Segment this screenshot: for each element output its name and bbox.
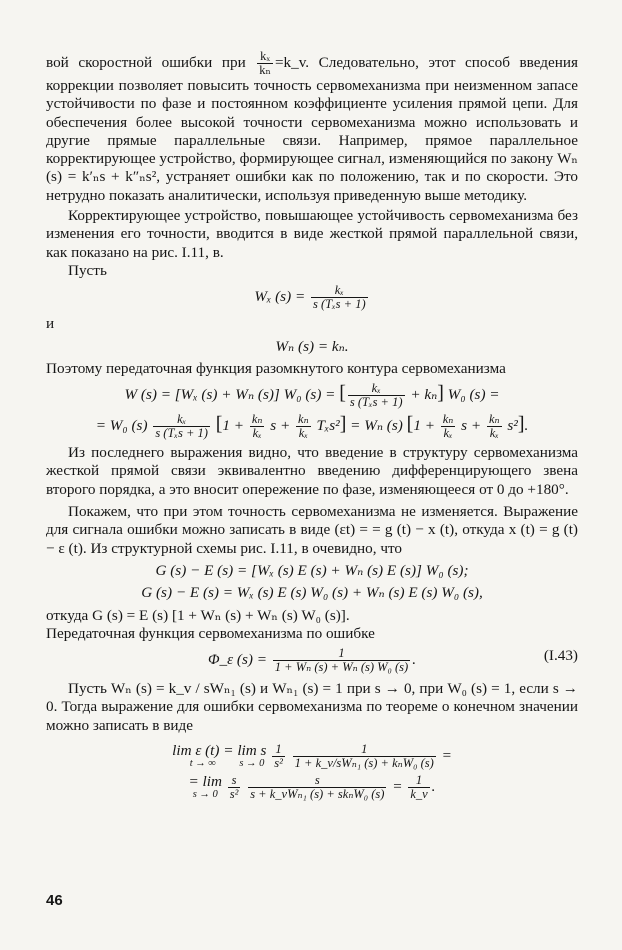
equation-g1: G (s) − E (s) = [Wₓ (s) E (s) + Wₙ (s) E (s)] W₀ (s); <box>155 561 469 579</box>
paragraph-9: Передаточная функция сервомеханизма по ошибке <box>46 624 375 642</box>
equation-w-line1: W (s) = [Wₓ (s) + Wₙ (s)] W₀ (s) = [ $\frac{\text{kₓ}}{\text{s (Tₓs + 1)}}$ + kₙ] W₀ (s) = <box>124 381 500 410</box>
equation-phi: Φ_ε (s) = $\frac{1}{\text{1 + Wₙ (s) + Wₙ (s) W₀ (s)}}$ . (I.43) <box>207 646 578 675</box>
paragraph-2: Корректирующее устройство, повышающее устойчивость сервомеханизма без изменения его точности, вводится в виде жесткой прямой параллельной связи, как показано на рис. I.11, в. <box>46 207 578 261</box>
equation-limit-2: = lim s → 0 $\frac{s}{\text{s²}}$ $\frac{s}{\text{s + k\_vWₙ₁ (s) + skₙW₀ (s)}}$ = $\frac{1}{k\_v}$ . <box>188 772 436 802</box>
equation-number: (I.43) <box>543 647 578 665</box>
equation-wn: Wₙ (s) = kₙ. <box>275 337 349 355</box>
text-run: вой скоростной ошибки при <box>46 53 246 71</box>
equation-w-line2: = W₀ (s) $\frac{\text{kₓ}}{\text{s (Tₓs + 1)}}$ [1 + $\frac{\text{kₙ}}{\text{kₓ}}$ s + $\frac{\text{kₙ}}{\text{kₓ}}$ Tₓs²] = Wₙ (s) [1 + $\frac{\text{kₙ}}{\text{kₓ}}$ s + $\frac{\text{kₙ}}{\text{kₓ}}$ s²]. <box>95 412 529 441</box>
text-run: =k_v. Следовательно, этот способ введения коррекции позволяет повысить точность сервомеханизма при неизменном запасе устойчивости по фазе и постоянном коэффициенте усиления прямой цепи. Для обеспечения более высокой точности сервомеханизма можно использовать и другие прямые параллельные связи. Например, прямое параллельное корректирующее устройство, формирующее сигнал, изменяющийся по закону Wₙ (s) = k′ₙs + k″ₙs², устраняет ошибки как по положению, так и по скорости. Это нетрудно показать аналитически, используя приведенную выше методику. <box>46 53 579 204</box>
page-body <box>46 50 578 805</box>
paragraph-7: Покажем, что при этом точность сервомеханизма не изменяется. Выражение для сигнала ошибки можно записать в виде (εt) = = g (t) − x (t), откуда x (t) = g (t) − ε (t). Из структурной схемы рис. I.11, в очевидно, что <box>46 503 578 557</box>
paragraph-10: Пусть Wₙ (s) = k_v / sWₙ₁ (s) и Wₙ₁ (s) = 1 при s → 0, при W₀ (s) = 1, если s → 0. Тогда выражение для ошибки сервомеханизма по теореме о конечном значении можно записать в виде <box>46 680 578 734</box>
paragraph-8: откуда G (s) = E (s) [1 + Wₙ (s) + Wₙ (s) W₀ (s)]. <box>46 606 350 624</box>
paragraph-1 <box>46 50 578 205</box>
equation-g2: G (s) − E (s) = Wₓ (s) E (s) W₀ (s) + Wₙ (s) E (s) W₀ (s), <box>141 584 483 602</box>
page-number: 46 <box>46 892 63 909</box>
equation-limit-1: lim ε (t) = t → ∞ lim s s → 0 $\frac{1}{\text{s²}}$ $\frac{1}{\text{1 + k\_v/sWₙ₁ (s) + kₙW₀ (s)}}$ = <box>172 741 452 771</box>
equation-wx: Wₓ (s) = $\frac{\text{kₓ}}{\text{s (Tₓs + 1)}}$ <box>254 283 366 312</box>
fraction: $\frac{\text{kₓ}}{\text{kₙ}}$ <box>259 49 271 77</box>
paragraph-6: Из последнего выражения видно, что введение в структуру сервомеханизма жесткой прямой связи эквивалентно введению дифференцирующего звена второго порядка, а это вносит опережение по фазе, изменяющееся от 0 до +180°. <box>46 444 578 498</box>
paragraph-3: Пусть <box>68 261 107 279</box>
paragraph-5: Поэтому передаточная функция разомкнутого контура сервомеханизма <box>46 359 506 377</box>
paragraph-4: и <box>46 315 55 333</box>
